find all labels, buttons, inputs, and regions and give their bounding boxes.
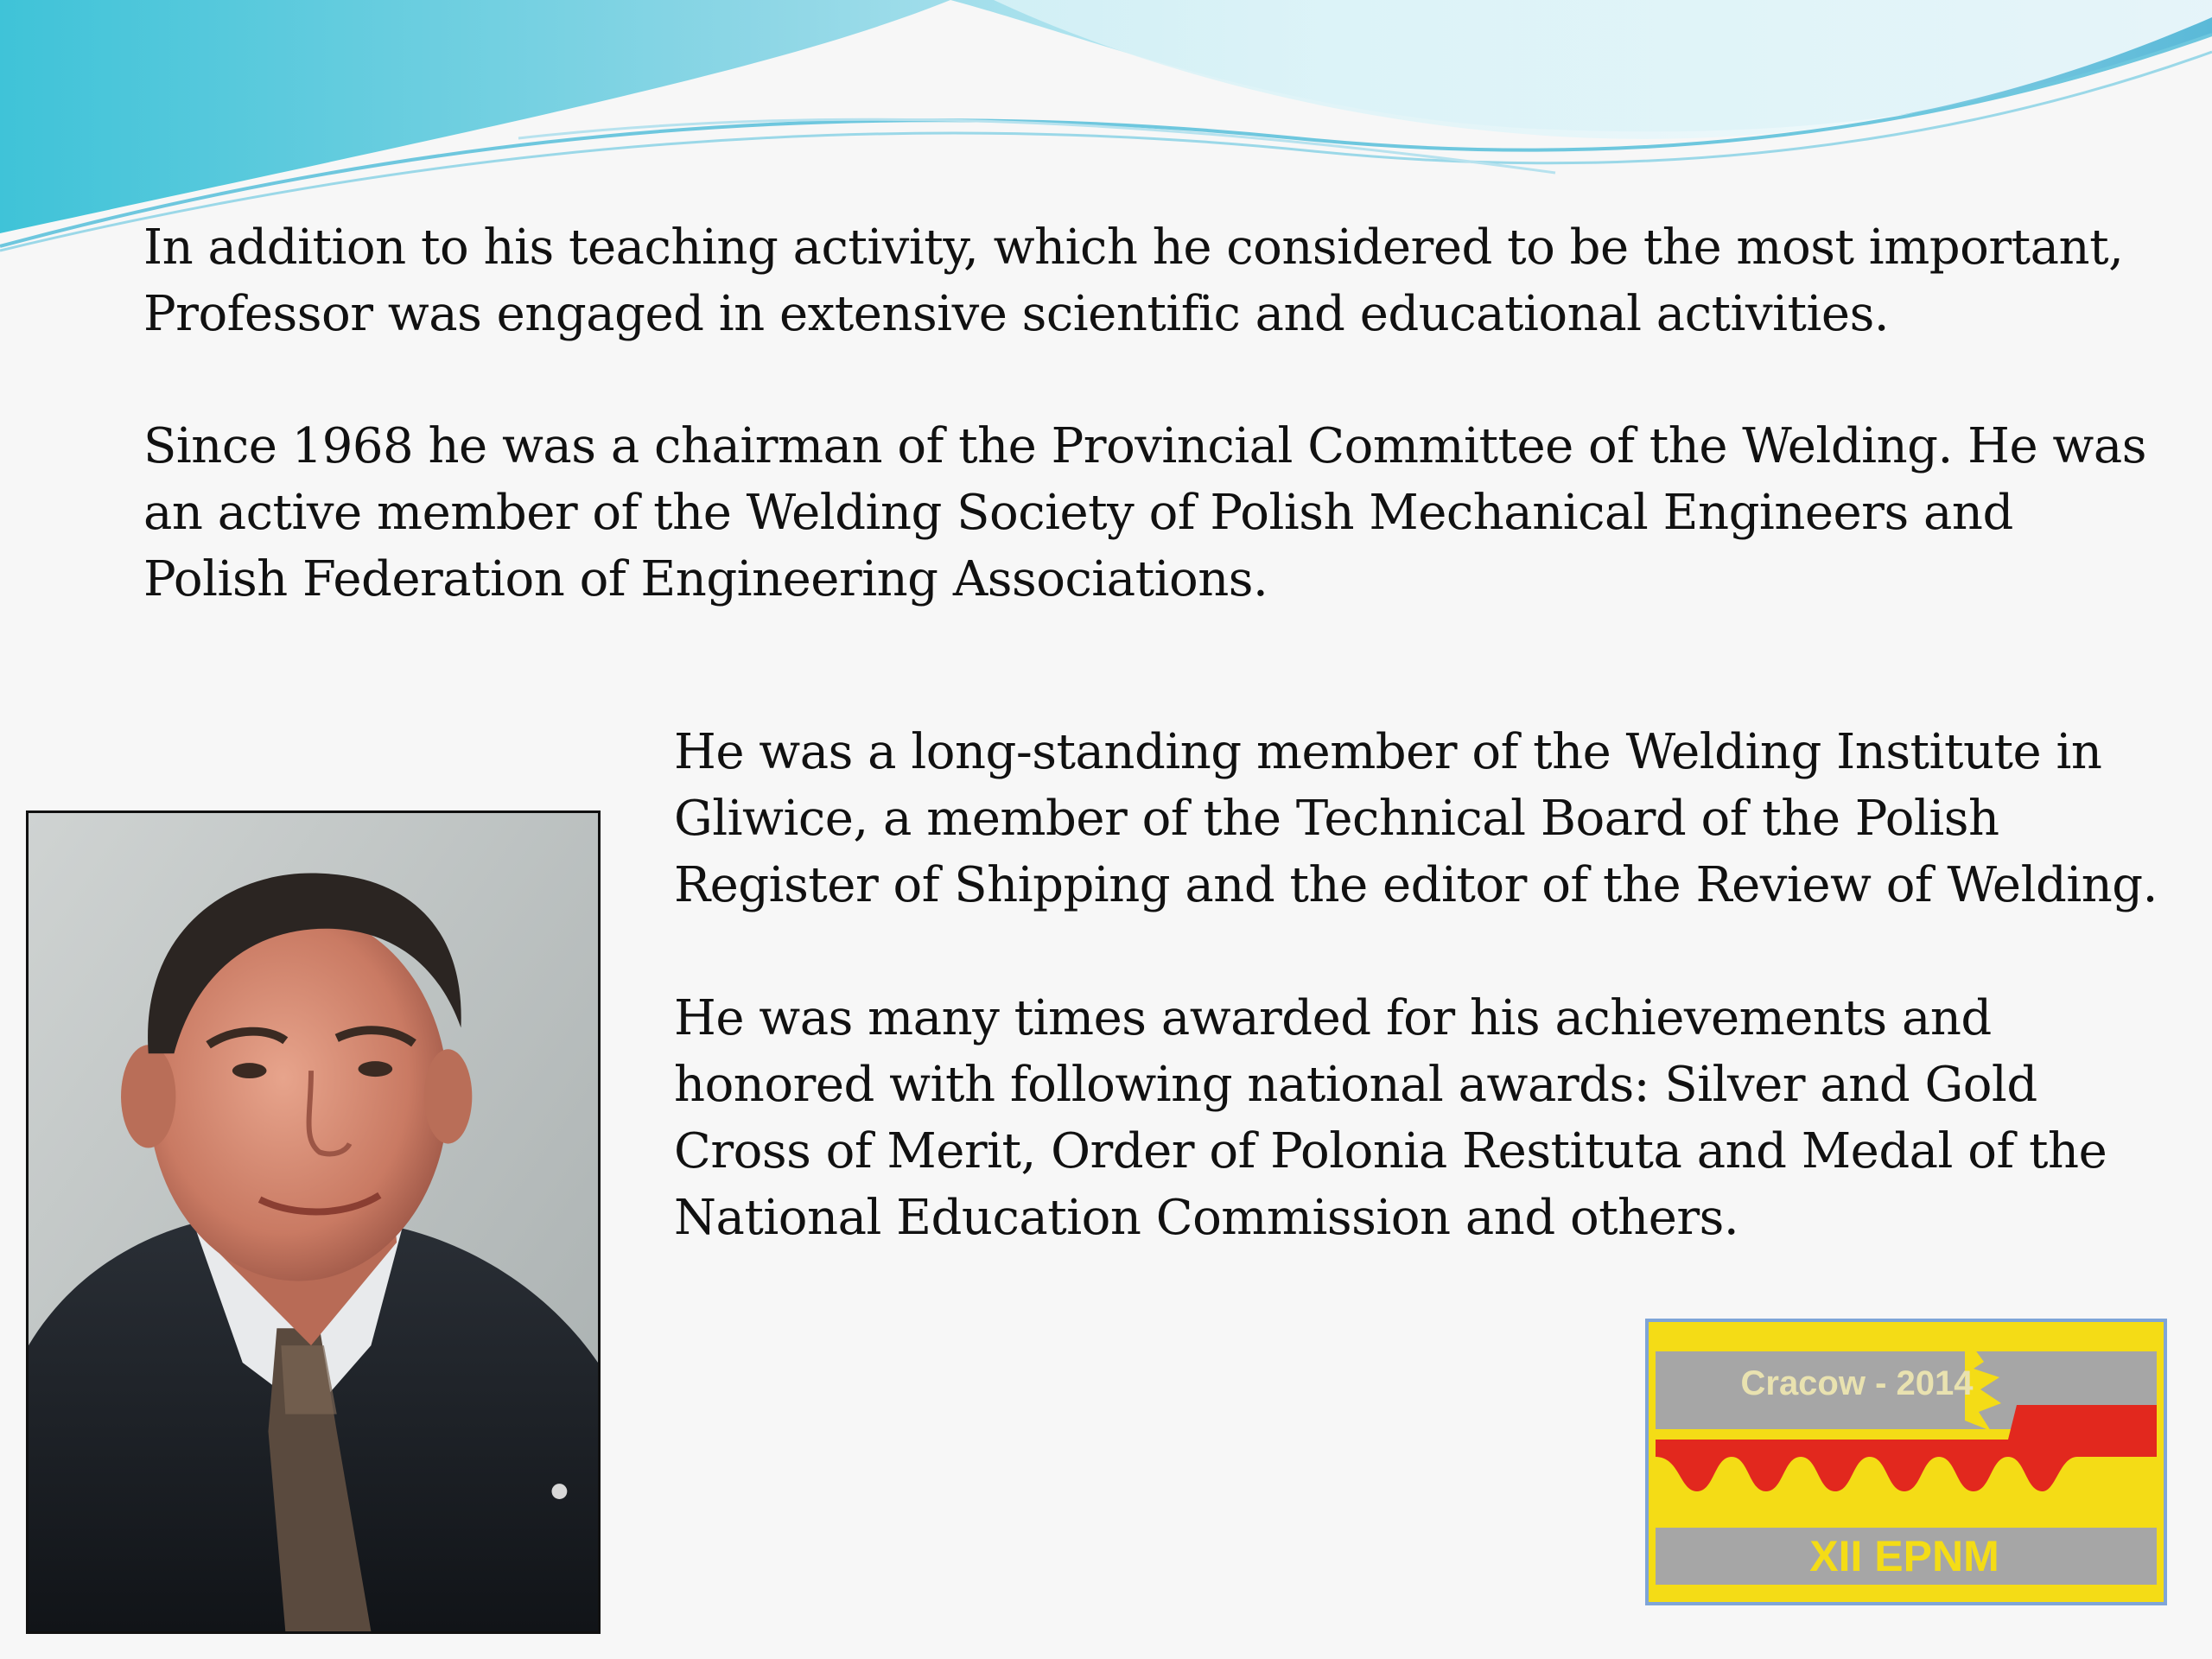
text-line: Cross of Merit, Order of Polonia Restituta and Medal of the bbox=[674, 1123, 2107, 1179]
logo-graphic bbox=[1645, 1319, 2167, 1605]
text-line: Since 1968 he was a chairman of the Provincial Committee of the Welding. He was bbox=[143, 418, 2146, 474]
logo-top-text: Cracow - 2014 bbox=[1740, 1364, 1974, 1402]
paragraph-committee bbox=[143, 413, 2165, 613]
text-line: He was a long-standing member of the Welding Institute in bbox=[674, 724, 2102, 780]
portrait-illustration bbox=[29, 813, 598, 1631]
portrait-photo bbox=[26, 810, 601, 1634]
text-line: National Education Commission and others. bbox=[674, 1190, 1739, 1246]
paragraph-teaching-activity bbox=[143, 214, 2165, 347]
logo-bottom-text: XII EPNM bbox=[1809, 1532, 1999, 1580]
paragraph-awards bbox=[674, 985, 2160, 1251]
text-line: honored with following national awards: Silver and Gold bbox=[674, 1057, 2037, 1113]
conference-logo bbox=[1645, 1319, 2167, 1605]
text-line: an active member of the Welding Society of Polish Mechanical Engineers and bbox=[143, 485, 2013, 541]
text-line: In addition to his teaching activity, which he considered to be the most important, bbox=[143, 219, 2124, 276]
paragraph-welding-institute bbox=[674, 719, 2160, 918]
text-line: Register of Shipping and the editor of the Review of Welding. bbox=[674, 857, 2158, 913]
text-line: Professor was engaged in extensive scientific and educational activities. bbox=[143, 286, 1890, 342]
text-line: He was many times awarded for his achievements and bbox=[674, 990, 1992, 1046]
text-line: Gliwice, a member of the Technical Board of the Polish bbox=[674, 791, 1999, 847]
text-line: Polish Federation of Engineering Associations. bbox=[143, 551, 1268, 607]
